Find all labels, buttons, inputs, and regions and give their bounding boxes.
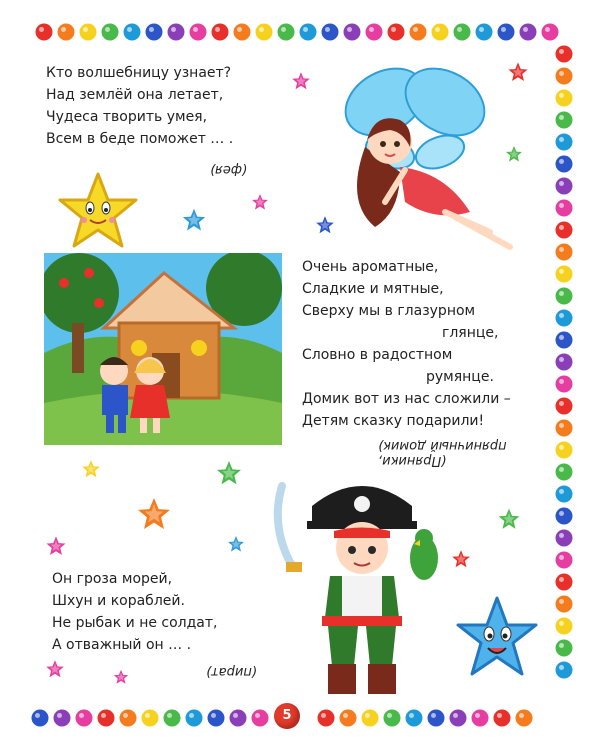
bead [428,710,445,727]
riddle-gingerbread [302,256,511,432]
bead [164,710,181,727]
bead-highlight [413,27,418,32]
bead-highlight [387,713,392,718]
bead [344,24,361,41]
bead [252,710,269,727]
bead [556,244,573,261]
bead [556,266,573,283]
bead [556,552,573,569]
bead [556,442,573,459]
decorative-star-icon [214,458,244,492]
bead-highlight [559,115,564,120]
bead-highlight [559,247,564,252]
answer-text: пряничный домик) [378,438,507,453]
bead-highlight [559,137,564,142]
bead [556,134,573,151]
decorative-star-icon [290,70,312,96]
bead [556,310,573,327]
bead-highlight [559,665,564,670]
bead-highlight [559,489,564,494]
bead [556,178,573,195]
bead-highlight [457,27,462,32]
fairy-illustration [305,52,525,252]
bead [168,24,185,41]
bead [186,710,203,727]
gingerbread-house-illustration [44,253,282,445]
bead-highlight [193,27,198,32]
bead [230,710,247,727]
answer-flip-block [378,438,507,468]
bead [494,710,511,727]
bead-highlight [391,27,396,32]
bead-highlight [559,159,564,164]
bead-highlight [325,27,330,32]
bead-highlight [259,27,264,32]
bead-highlight [189,713,194,718]
bead [556,486,573,503]
decorative-star-icon [44,658,66,684]
bead [362,710,379,727]
bead [556,222,573,239]
decorative-star-icon [180,206,208,238]
answer-text: (Пряники, [378,453,447,468]
bead-highlight [365,713,370,718]
decorative-star-icon [80,458,102,484]
bead [556,420,573,437]
bead-highlight [321,713,326,718]
riddle-answer-gingerbread [378,438,507,468]
bead-highlight [281,27,286,32]
pirate-illustration [262,466,452,702]
bead-highlight [39,27,44,32]
bead-highlight [559,379,564,384]
bead [556,112,573,129]
riddle-line: Детям сказку подарили! [302,413,485,429]
bead-highlight [559,555,564,560]
bead-highlight [559,269,564,274]
bead [556,68,573,85]
bead [80,24,97,41]
bead-highlight [559,621,564,626]
bead-highlight [61,27,66,32]
bead [58,24,75,41]
bead-highlight [105,27,110,32]
riddle-line: Не рыбак и не солдат, [52,615,218,631]
decorative-star-icon [134,494,174,538]
bead-highlight [501,27,506,32]
bead-highlight [211,713,216,718]
bead-highlight [559,577,564,582]
bead-highlight [559,533,564,538]
bead [556,574,573,591]
bead-highlight [559,203,564,208]
bead [556,354,573,371]
bead [454,24,471,41]
riddle-line: глянце, [442,325,499,341]
bead-highlight [237,27,242,32]
bead [234,24,251,41]
riddle-line: Сверху мы в глазурном [302,303,476,319]
bead [190,24,207,41]
bead [556,618,573,635]
bead [212,24,229,41]
bead [556,156,573,173]
decorative-star-icon [44,534,68,562]
bead-highlight [559,357,564,362]
decorative-star-icon [506,60,530,88]
bead-highlight [343,713,348,718]
decorative-star-icon [314,214,336,240]
riddle-line: Шхун и кораблей. [52,593,185,609]
bead-highlight [149,27,154,32]
riddle-line: Словно в радостном [302,347,453,363]
bead-highlight [145,713,150,718]
bead [556,332,573,349]
bead [476,24,493,41]
bead-highlight [559,335,564,340]
bead [556,640,573,657]
bead-highlight [559,313,564,318]
bead [542,24,559,41]
decorative-star-icon [450,548,472,574]
riddle-line: Сладкие и мятные, [302,281,444,297]
bead [278,24,295,41]
bead [556,90,573,107]
bead [340,710,357,727]
bead [208,710,225,727]
answer-text: (фея) [210,162,248,177]
decorative-star-icon [250,192,270,216]
bead [124,24,141,41]
bead [432,24,449,41]
smiling-star-yellow [56,170,140,250]
riddle-answer-fairy [210,162,247,177]
decorative-star-icon [496,506,522,536]
bead-highlight [559,423,564,428]
bead [32,710,49,727]
riddle-line: Домик вот из нас сложили – [302,391,511,407]
bead [556,464,573,481]
bead [556,508,573,525]
bead [406,710,423,727]
bead-highlight [435,27,440,32]
bead [98,710,115,727]
bead [556,596,573,613]
bead [556,398,573,415]
bead [556,200,573,217]
bead [120,710,137,727]
bead [556,46,573,63]
bead-highlight [497,713,502,718]
bead-highlight [79,713,84,718]
bead-highlight [171,27,176,32]
bead-highlight [559,225,564,230]
bead-highlight [559,291,564,296]
bead [516,710,533,727]
bead-highlight [409,713,414,718]
bead-highlight [475,713,480,718]
bead-highlight [123,713,128,718]
bead-highlight [453,713,458,718]
decorative-star-icon [504,144,524,168]
riddle-line: румянце. [426,369,494,385]
bead-highlight [559,401,564,406]
bead [388,24,405,41]
bead [384,710,401,727]
bead-highlight [255,713,260,718]
bead-highlight [519,713,524,718]
bead-highlight [559,511,564,516]
bead-highlight [369,27,374,32]
bead [142,710,159,727]
bead-highlight [101,713,106,718]
bead [256,24,273,41]
bead-highlight [559,445,564,450]
bead [410,24,427,41]
bead [556,530,573,547]
bead [556,376,573,393]
bead [498,24,515,41]
bead [300,24,317,41]
bead-highlight [431,713,436,718]
riddle-line: Кто волшебницу узнает? [46,65,232,81]
bead [318,710,335,727]
bead-highlight [559,49,564,54]
riddle-answer-pirate [206,664,257,679]
bead-highlight [559,467,564,472]
bead-highlight [559,643,564,648]
bead-highlight [523,27,528,32]
bead-highlight [127,27,132,32]
riddle-line: Чудеса творить умея, [46,109,208,125]
bead-highlight [233,713,238,718]
smiling-star-blue [454,594,540,680]
riddle-line: Очень ароматные, [302,259,439,275]
bead [472,710,489,727]
bead-highlight [545,27,550,32]
bead [556,288,573,305]
bead [76,710,93,727]
bead-highlight [35,713,40,718]
riddle-line: А отважный он … . [52,637,192,653]
bead [322,24,339,41]
bead [36,24,53,41]
riddle-line: Над землёй она летает, [46,87,224,103]
bead-highlight [83,27,88,32]
bead-highlight [559,93,564,98]
bead-highlight [57,713,62,718]
bead [366,24,383,41]
bead-highlight [347,27,352,32]
bead [520,24,537,41]
bead [450,710,467,727]
bead-highlight [559,181,564,186]
riddle-fairy [46,62,233,150]
riddle-line: Всем в беде поможет … . [46,131,234,147]
page-number: 5 [274,703,300,729]
bead-highlight [303,27,308,32]
bead-highlight [479,27,484,32]
bead-highlight [559,71,564,76]
riddle-line: Он гроза морей, [52,571,173,587]
decorative-star-icon [226,534,246,558]
bead-highlight [215,27,220,32]
bead [54,710,71,727]
bead-highlight [559,599,564,604]
decorative-star-icon [112,668,130,690]
bead [146,24,163,41]
riddle-pirate [52,568,218,656]
bead [556,662,573,679]
bead-highlight [167,713,172,718]
bead [102,24,119,41]
answer-text: (пират) [206,664,257,679]
